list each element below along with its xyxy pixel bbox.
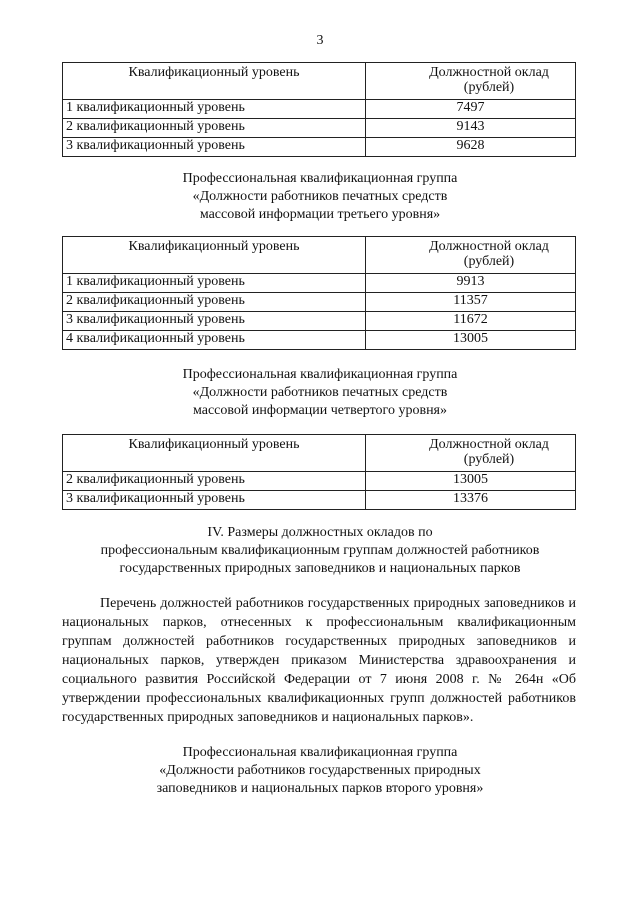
header-level: Квалификационный уровень bbox=[63, 237, 366, 274]
table-row bbox=[63, 293, 576, 312]
heading-line: Профессиональная квалификационная группа bbox=[182, 745, 458, 760]
row-salary: 9628 bbox=[366, 138, 576, 157]
table-row bbox=[63, 472, 576, 491]
table-row bbox=[63, 331, 576, 350]
section-title-line: государственных природных заповедников и национальных парков bbox=[119, 561, 521, 576]
row-salary: 9143 bbox=[366, 119, 576, 138]
heading-line: Профессиональная квалификационная группа bbox=[182, 171, 458, 186]
section-title-line: IV. Размеры должностных окладов по bbox=[207, 525, 433, 540]
row-level: 2 квалификационный уровень bbox=[63, 472, 366, 491]
group-heading-2 bbox=[0, 366, 640, 420]
row-salary: 11672 bbox=[366, 312, 576, 331]
table-row bbox=[63, 491, 576, 510]
row-level: 3 квалификационный уровень bbox=[63, 491, 366, 510]
heading-line: массовой информации третьего уровня» bbox=[199, 207, 441, 222]
row-level: 3 квалификационный уровень bbox=[63, 138, 366, 157]
heading-line: «Должности работников печатных средств bbox=[192, 189, 448, 204]
row-salary: 13005 bbox=[366, 331, 576, 350]
heading-line: «Должности работников государственных природных bbox=[159, 763, 481, 778]
header-salary-line1: Должностной оклад bbox=[429, 65, 549, 80]
table-row bbox=[63, 274, 576, 293]
row-level: 1 квалификационный уровень bbox=[63, 274, 366, 293]
section-title-line: профессиональным квалификационным группам должностей работников bbox=[100, 543, 540, 558]
header-salary bbox=[366, 237, 576, 274]
table-header-row bbox=[63, 435, 576, 472]
salary-table-3 bbox=[62, 434, 576, 510]
header-salary-line2: (рублей) bbox=[463, 452, 515, 467]
row-level: 1 квалификационный уровень bbox=[63, 100, 366, 119]
heading-line: Профессиональная квалификационная группа bbox=[182, 367, 458, 382]
row-salary: 11357 bbox=[366, 293, 576, 312]
header-salary-line1: Должностной оклад bbox=[429, 437, 549, 452]
heading-line: заповедников и национальных парков второго уровня» bbox=[156, 781, 484, 796]
table-row bbox=[63, 138, 576, 157]
header-salary-line2: (рублей) bbox=[463, 80, 515, 95]
row-salary: 13005 bbox=[366, 472, 576, 491]
row-level: 2 квалификационный уровень bbox=[63, 293, 366, 312]
row-salary: 9913 bbox=[366, 274, 576, 293]
header-salary bbox=[366, 63, 576, 100]
row-salary: 7497 bbox=[366, 100, 576, 119]
table-row bbox=[63, 100, 576, 119]
section-paragraph: Перечень должностей работников государственных природных заповедников и национальных парков, отнесенных к профессиональным квалификационным группам должностей работников государственных природных заповедников и национальных парков, утвержден приказом Министерства здравоохранения и социального развития Российской Федерации от 7 июня 2008 г. № 264н «Об утверждении профессиональных квалификационных групп должностей работников государственных природных заповедников и национальных парков». bbox=[62, 596, 576, 725]
row-level: 3 квалификационный уровень bbox=[63, 312, 366, 331]
section-title bbox=[0, 524, 640, 578]
table-row bbox=[63, 312, 576, 331]
row-level: 2 квалификационный уровень bbox=[63, 119, 366, 138]
group-heading-3 bbox=[0, 744, 640, 798]
group-heading-1 bbox=[0, 170, 640, 224]
header-salary bbox=[366, 435, 576, 472]
salary-table-2 bbox=[62, 236, 576, 350]
header-salary-line1: Должностной оклад bbox=[429, 239, 549, 254]
row-salary: 13376 bbox=[366, 491, 576, 510]
table-row bbox=[63, 119, 576, 138]
page-number: 3 bbox=[316, 33, 324, 48]
header-salary-line2: (рублей) bbox=[463, 254, 515, 269]
row-level: 4 квалификационный уровень bbox=[63, 331, 366, 350]
salary-table-1 bbox=[62, 62, 576, 157]
heading-line: «Должности работников печатных средств bbox=[192, 385, 448, 400]
table-header-row bbox=[63, 237, 576, 274]
header-level: Квалификационный уровень bbox=[63, 63, 366, 100]
heading-line: массовой информации четвертого уровня» bbox=[192, 403, 447, 418]
header-level: Квалификационный уровень bbox=[63, 435, 366, 472]
table-header-row bbox=[63, 63, 576, 100]
